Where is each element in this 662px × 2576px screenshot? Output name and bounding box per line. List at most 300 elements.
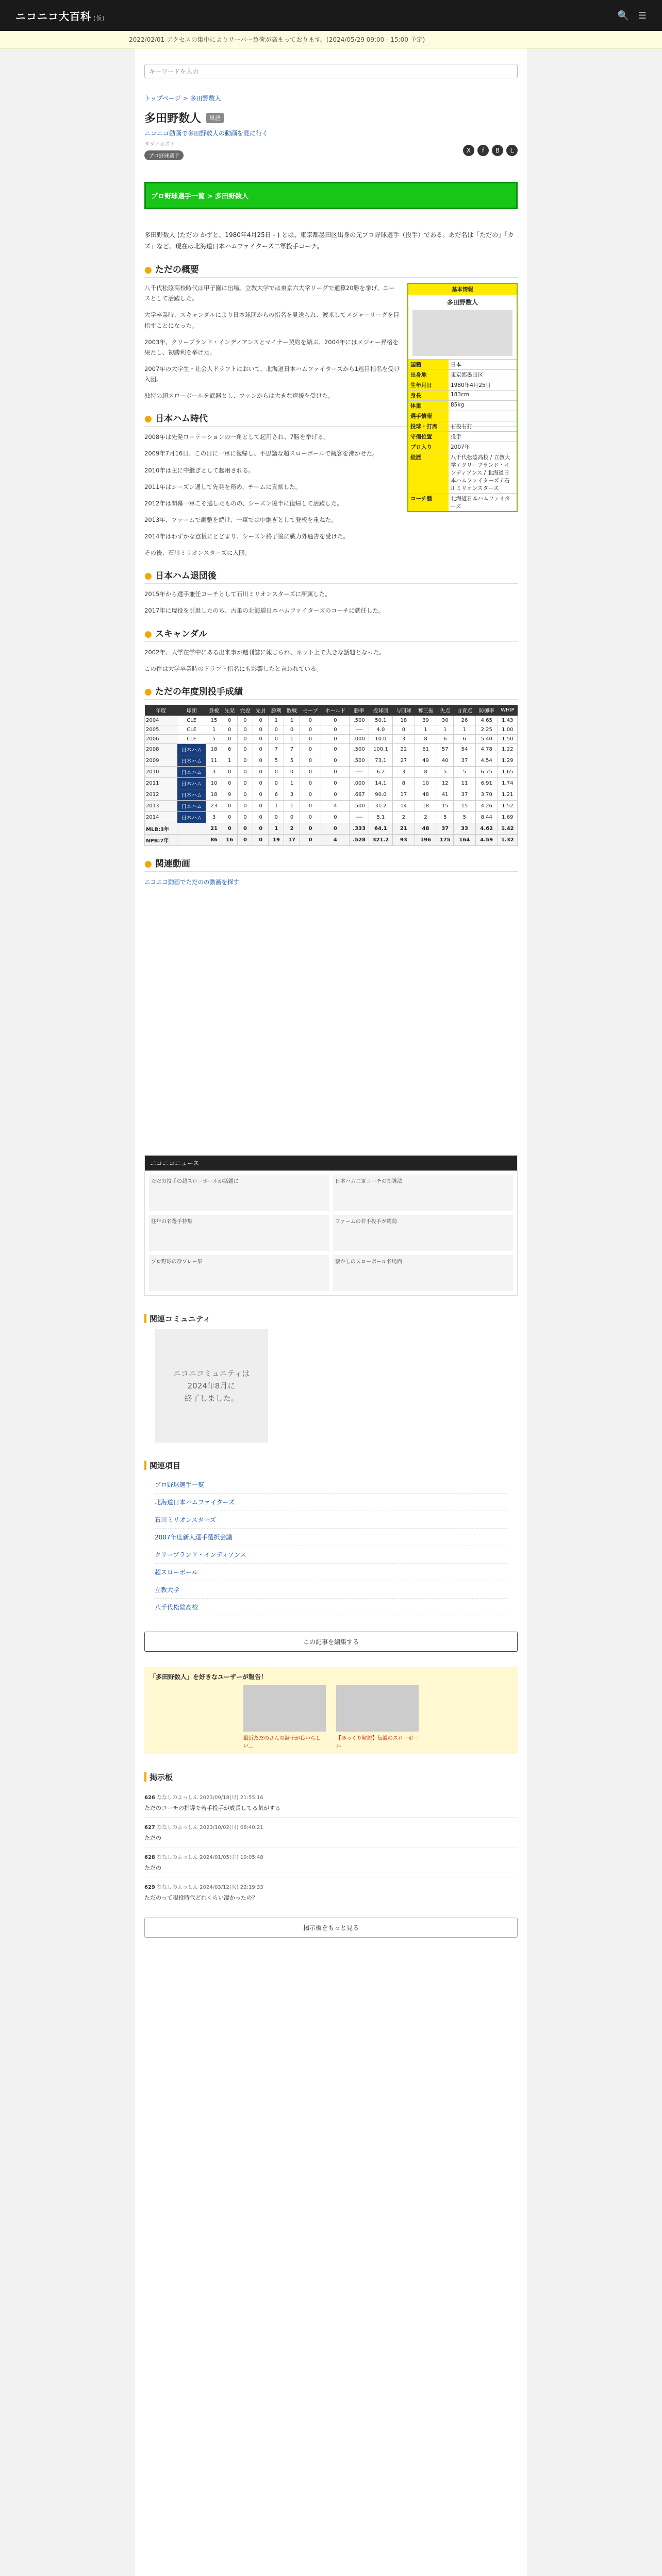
infobox-value: 1980年4月25日 bbox=[449, 380, 517, 391]
edit-article-button[interactable]: この記事を編集する bbox=[144, 1632, 518, 1652]
related-link[interactable]: 北海道日本ハムファイターズ bbox=[155, 1498, 235, 1506]
infobox-key: 投球・打席 bbox=[408, 421, 449, 432]
stats-cell: 57 bbox=[437, 743, 454, 755]
stats-cell: 1 bbox=[206, 725, 222, 734]
bbs-list bbox=[144, 1788, 518, 1907]
post-date: 2023/10/02(月) 08:40:21 bbox=[200, 1824, 263, 1831]
post-date: 2023/09/18(月) 21:55:16 bbox=[200, 1794, 263, 1801]
stats-cell: 1 bbox=[284, 716, 300, 725]
related-item[interactable] bbox=[155, 1476, 507, 1494]
stats-cell: ---- bbox=[350, 811, 369, 823]
stats-cell: 0 bbox=[253, 734, 269, 743]
stats-cell: ---- bbox=[350, 766, 369, 777]
stats-cell: 18 bbox=[206, 789, 222, 800]
news-item[interactable]: 日本ハム二軍コーチの指導法 bbox=[333, 1175, 513, 1211]
bbs-post bbox=[144, 1788, 518, 1818]
related-item[interactable] bbox=[155, 1546, 507, 1564]
stats-cell: 54 bbox=[454, 743, 476, 755]
article-paragraph: 大学卒業時、スキャンダルにより日本球団からの指名を見送られ、渡米してメジャーリーグを目指すことになった。 bbox=[144, 311, 400, 329]
stats-cell: 23 bbox=[206, 800, 222, 811]
stats-cell: 日本ハム bbox=[177, 811, 206, 823]
news-header: ニコニコニュース bbox=[145, 1156, 517, 1171]
infobox-row bbox=[408, 452, 517, 494]
stats-cell: 4.0 bbox=[369, 725, 392, 734]
site-logo[interactable]: ニコニコ大百科 (仮) bbox=[15, 10, 105, 23]
related-link[interactable]: クリーブランド・インディアンス bbox=[155, 1551, 246, 1558]
infobox-header: 基本情報 bbox=[408, 284, 517, 295]
stats-cell: 11 bbox=[454, 777, 476, 789]
stats-cell: 8 bbox=[415, 766, 437, 777]
stats-cell: 1.69 bbox=[498, 811, 517, 823]
stats-cell: .500 bbox=[350, 743, 369, 755]
stats-row bbox=[145, 777, 518, 789]
stats-cell: 1 bbox=[222, 755, 237, 766]
bbs-post bbox=[144, 1877, 518, 1907]
stats-cell: 18 bbox=[392, 716, 415, 725]
stats-column-header: 防御率 bbox=[475, 705, 498, 716]
news-item[interactable]: ただの投手の超スローボールが話題に bbox=[149, 1175, 329, 1211]
article-paragraph: その後、石川ミリオンスターズに入団。 bbox=[144, 549, 251, 557]
stats-cell: 196 bbox=[415, 834, 437, 845]
related-link[interactable]: 石川ミリオンスターズ bbox=[155, 1516, 216, 1523]
stats-cell: 1 bbox=[269, 823, 284, 834]
stats-cell: 0 bbox=[222, 725, 237, 734]
stats-cell: 0 bbox=[269, 777, 284, 789]
stats-cell: 6.75 bbox=[475, 766, 498, 777]
stats-cell bbox=[177, 834, 206, 845]
stats-cell: 1.50 bbox=[498, 734, 517, 743]
stats-cell: 0 bbox=[321, 743, 350, 755]
user-recommend-title: 「多田野数人」を好きなユーザーが報告！ bbox=[150, 1673, 268, 1681]
stats-cell: 41 bbox=[437, 789, 454, 800]
infobox-row bbox=[408, 401, 517, 411]
stats-cell: 22 bbox=[392, 743, 415, 755]
stats-cell: 0 bbox=[222, 811, 237, 823]
stats-cell: 2014 bbox=[145, 811, 177, 823]
stats-cell: 1.21 bbox=[498, 789, 517, 800]
stats-cell: 1 bbox=[437, 725, 454, 734]
stats-column-header: 敗戦 bbox=[284, 705, 300, 716]
news-item[interactable]: プロ野球の珍プレー集 bbox=[149, 1255, 329, 1291]
article-paragraph: 2017年に現役を引退したのち、古巣の北海道日本ハムファイターズのコーチに就任した。 bbox=[144, 607, 385, 615]
stats-cell: 17 bbox=[284, 834, 300, 845]
article-paragraph: 2002年、大学在学中にある出来事が週刊誌に報じられ、ネット上で大きな話題となった。 bbox=[144, 648, 385, 656]
related-link[interactable]: 2007年度新人選手選択会議 bbox=[155, 1533, 233, 1541]
stats-cell: 15 bbox=[206, 716, 222, 725]
stats-cell: 3 bbox=[206, 766, 222, 777]
stats-cell: 日本ハム bbox=[177, 755, 206, 766]
stats-heading: ● ただの年度別投手成績 bbox=[144, 684, 518, 700]
stats-cell: 15 bbox=[437, 800, 454, 811]
stats-cell: 0 bbox=[321, 716, 350, 725]
stats-cell: 0 bbox=[237, 734, 253, 743]
stats-row bbox=[145, 766, 518, 777]
stats-cell: 0 bbox=[237, 834, 253, 845]
stats-cell: 49 bbox=[415, 755, 437, 766]
x-share-icon[interactable]: X bbox=[463, 145, 474, 156]
stats-cell: 9 bbox=[222, 789, 237, 800]
infobox-value: 右投右打 bbox=[449, 421, 517, 432]
stats-cell: 0 bbox=[321, 823, 350, 834]
stats-cell: 48 bbox=[415, 823, 437, 834]
stats-cell: 3.70 bbox=[475, 789, 498, 800]
stats-column-header: 投球回 bbox=[369, 705, 392, 716]
article-paragraph: 2009年7月16日、この日に一軍に復帰し、不思議な超スローボールで観客を沸かせた。 bbox=[144, 450, 378, 457]
infobox-key: プロ入り bbox=[408, 442, 449, 452]
post-author: ななしのよっしん bbox=[157, 1824, 198, 1831]
related-item[interactable] bbox=[155, 1529, 507, 1546]
related-item[interactable] bbox=[155, 1511, 507, 1529]
stats-cell: 0 bbox=[269, 734, 284, 743]
overview-heading: ● ただの概要 bbox=[144, 262, 518, 278]
stats-cell: 1 bbox=[284, 734, 300, 743]
stats-cell: 0 bbox=[253, 789, 269, 800]
article-type-badge: 単語 bbox=[206, 113, 224, 123]
stats-column-header: ホールド bbox=[321, 705, 350, 716]
user-recommend-box bbox=[144, 1667, 518, 1754]
stats-cell: 6 bbox=[222, 743, 237, 755]
stats-column-header: 与四球 bbox=[392, 705, 415, 716]
stats-cell: 3 bbox=[206, 811, 222, 823]
stats-cell: 164 bbox=[454, 834, 476, 845]
post-date: 2024/01/05(金) 19:05:48 bbox=[200, 1854, 263, 1860]
stats-cell: 0 bbox=[269, 811, 284, 823]
infobox-value: 投手 bbox=[449, 432, 517, 442]
stats-row bbox=[145, 734, 518, 743]
stats-cell: 0 bbox=[222, 734, 237, 743]
related-item[interactable] bbox=[155, 1494, 507, 1511]
stats-cell: 5 bbox=[437, 766, 454, 777]
stats-cell: .000 bbox=[350, 734, 369, 743]
infobox-row bbox=[408, 442, 517, 452]
article-paragraph: 2012年は開幕一軍こそ逃したものの、シーズン後半に復帰して活躍した。 bbox=[144, 499, 343, 507]
bbs-heading: 掲示板 bbox=[144, 1772, 518, 1783]
stats-cell: 175 bbox=[437, 834, 454, 845]
post-body: ただのコーチの指導で若手投手が成長してる気がする bbox=[144, 1804, 280, 1811]
stats-cell: 93 bbox=[392, 834, 415, 845]
related-item[interactable] bbox=[155, 1581, 507, 1599]
main-content bbox=[135, 48, 527, 2576]
stats-column-header: 完封 bbox=[253, 705, 269, 716]
stats-cell: 0 bbox=[300, 834, 321, 845]
menu-icon[interactable]: ☰ bbox=[638, 10, 647, 21]
stats-cell: 2005 bbox=[145, 725, 177, 734]
stats-cell: 8.44 bbox=[475, 811, 498, 823]
article-paragraph: 独特の超スローボールを武器とし、ファンからは大きな声援を受けた。 bbox=[144, 392, 334, 400]
infobox-key: 生年月日 bbox=[408, 380, 449, 391]
stats-cell: 4.26 bbox=[475, 800, 498, 811]
stats-cell: 33 bbox=[454, 823, 476, 834]
stats-cell: 12 bbox=[437, 777, 454, 789]
stats-cell: 4.54 bbox=[475, 755, 498, 766]
stats-cell: 40 bbox=[437, 755, 454, 766]
stats-cell: 2.25 bbox=[475, 725, 498, 734]
stats-row bbox=[145, 743, 518, 755]
infobox-value bbox=[449, 411, 517, 421]
stats-cell: 0 bbox=[300, 743, 321, 755]
stats-cell: 1.52 bbox=[498, 800, 517, 811]
infobox-value: 日本 bbox=[449, 360, 517, 370]
stats-cell: 15 bbox=[454, 800, 476, 811]
bbs-post bbox=[144, 1818, 518, 1848]
stats-cell: 16 bbox=[222, 834, 237, 845]
search-icon[interactable]: 🔍 bbox=[617, 10, 629, 21]
stats-cell: 11 bbox=[206, 755, 222, 766]
after-nippon-ham-heading: ● 日本ハム退団後 bbox=[144, 568, 518, 584]
stats-cell: 5.1 bbox=[369, 811, 392, 823]
infobox-row bbox=[408, 421, 517, 432]
related-link[interactable]: 立教大学 bbox=[155, 1586, 180, 1594]
stats-cell: 1 bbox=[269, 800, 284, 811]
stats-cell: 4 bbox=[321, 800, 350, 811]
category-tag[interactable]: プロ野球選手 bbox=[144, 150, 184, 160]
stats-cell: 6 bbox=[454, 734, 476, 743]
related-item[interactable] bbox=[155, 1564, 507, 1581]
stats-column-header: WHIP bbox=[498, 705, 517, 716]
related-link[interactable]: 超スローボール bbox=[155, 1568, 198, 1576]
stats-cell: 100.1 bbox=[369, 743, 392, 755]
stats-cell: 0 bbox=[321, 734, 350, 743]
stats-cell: 1.43 bbox=[498, 716, 517, 725]
infobox-value: 八千代松陰高校 / 立教大学 / クリーブランド・インディアンス / 北海道日本ハムファイターズ / 石川ミリオンスターズ bbox=[449, 452, 517, 494]
stats-cell: 日本ハム bbox=[177, 743, 206, 755]
stats-cell: MLB:3年 bbox=[145, 823, 177, 834]
news-panel bbox=[144, 1155, 518, 1296]
stats-cell: 1.22 bbox=[498, 743, 517, 755]
stats-column-header: 奪三振 bbox=[415, 705, 437, 716]
article-paragraph: 2014年はわずかな登板にとどまり、シーズン終了後に戦力外通告を受けた。 bbox=[144, 533, 349, 540]
infobox-value: 183cm bbox=[449, 391, 517, 401]
stats-cell: 21 bbox=[206, 823, 222, 834]
stats-cell: 0 bbox=[222, 777, 237, 789]
stats-cell: 5 bbox=[284, 755, 300, 766]
stats-cell: 8 bbox=[415, 734, 437, 743]
breadcrumb-current-link[interactable]: 多田野数人 bbox=[190, 95, 221, 102]
stats-row bbox=[145, 725, 518, 734]
stats-cell: 0 bbox=[321, 777, 350, 789]
stats-cell: CLE bbox=[177, 725, 206, 734]
stats-cell: 0 bbox=[237, 800, 253, 811]
stats-cell: 0 bbox=[253, 716, 269, 725]
stats-cell: 日本ハム bbox=[177, 800, 206, 811]
stats-cell: 50.1 bbox=[369, 716, 392, 725]
user-recommend-card[interactable] bbox=[336, 1685, 419, 1749]
stats-cell: 日本ハム bbox=[177, 766, 206, 777]
user-recommend-card[interactable] bbox=[243, 1685, 326, 1749]
post-body: ただの bbox=[144, 1864, 161, 1871]
stats-cell: 0 bbox=[237, 766, 253, 777]
stats-cell: 1 bbox=[454, 725, 476, 734]
stats-column-header: 完投 bbox=[237, 705, 253, 716]
stats-cell: 6 bbox=[269, 789, 284, 800]
category-banner[interactable]: プロ野球選手一覧 > 多田野数人 bbox=[144, 182, 518, 209]
article-paragraph: 2003年、クリーブランド・インディアンスとマイナー契約を結ぶ。2004年にはメジャー昇格を果たし、初勝利を挙げた。 bbox=[144, 338, 399, 356]
stats-row bbox=[145, 789, 518, 800]
facebook-share-icon[interactable]: f bbox=[477, 145, 489, 156]
stats-cell: .500 bbox=[350, 755, 369, 766]
search-input[interactable]: キーワードを入力 bbox=[144, 64, 518, 78]
stats-cell: 0 bbox=[321, 789, 350, 800]
stats-cell: 6 bbox=[437, 734, 454, 743]
more-bbs-button[interactable]: 掲示板をもっと見る bbox=[144, 1918, 518, 1938]
stats-cell: 1 bbox=[284, 800, 300, 811]
post-number: 629 bbox=[144, 1884, 155, 1890]
article-paragraph: 2010年は主に中継ぎとして起用される。 bbox=[144, 466, 255, 474]
infobox-key: 身長 bbox=[408, 391, 449, 401]
stats-cell: 1.65 bbox=[498, 766, 517, 777]
stats-column-header: 登板 bbox=[206, 705, 222, 716]
stats-cell: 0 bbox=[253, 725, 269, 734]
stats-cell: CLE bbox=[177, 734, 206, 743]
news-item[interactable]: ファームの若手投手が躍動 bbox=[333, 1215, 513, 1251]
stats-cell: 0 bbox=[300, 716, 321, 725]
infobox-row bbox=[408, 494, 517, 512]
stats-cell: 2011 bbox=[145, 777, 177, 789]
stats-cell: 10.0 bbox=[369, 734, 392, 743]
stats-cell: 21 bbox=[392, 823, 415, 834]
stats-column-header: セーブ bbox=[300, 705, 321, 716]
watch-video-link[interactable]: ニコニコ動画で多田野数人の動画を見に行く bbox=[144, 130, 269, 137]
stats-cell: 0 bbox=[237, 777, 253, 789]
related-video-heading: ● 関連動画 bbox=[144, 856, 518, 872]
page-title: 多田野数人 単語 bbox=[144, 110, 518, 126]
stats-cell: 17 bbox=[392, 789, 415, 800]
stats-cell: 2 bbox=[392, 811, 415, 823]
stats-cell: 18 bbox=[206, 743, 222, 755]
article-paragraph: この件は大学卒業時のドラフト指名にも影響したと言われている。 bbox=[144, 665, 322, 672]
stats-cell: 5 bbox=[269, 755, 284, 766]
stats-cell: 7 bbox=[284, 743, 300, 755]
bbs-post-header bbox=[144, 1853, 518, 1860]
stats-cell: 64.1 bbox=[369, 823, 392, 834]
stats-cell: 0 bbox=[321, 725, 350, 734]
stats-cell: 2010 bbox=[145, 766, 177, 777]
stats-cell: 5 bbox=[454, 811, 476, 823]
related-heading: 関連項目 bbox=[144, 1460, 518, 1471]
nippon-ham-heading: ● 日本ハム時代 bbox=[144, 411, 518, 427]
stats-cell: .333 bbox=[350, 823, 369, 834]
stats-cell: 1 bbox=[284, 777, 300, 789]
stats-cell: 14 bbox=[392, 800, 415, 811]
stats-cell: 0 bbox=[237, 755, 253, 766]
infobox-row bbox=[408, 391, 517, 401]
infobox-name: 多田野数人 bbox=[446, 299, 478, 307]
stats-cell: 8 bbox=[392, 777, 415, 789]
news-item[interactable]: 懐かしのスローボール名場面 bbox=[333, 1255, 513, 1291]
card-title: 【ゆっくり解説】伝説のスローボール bbox=[336, 1735, 419, 1749]
stats-cell: 10 bbox=[415, 777, 437, 789]
infobox-key: 選手情報 bbox=[408, 411, 449, 421]
stats-cell: 0 bbox=[269, 725, 284, 734]
stats-cell: 19 bbox=[269, 834, 284, 845]
stats-column-header: 失点 bbox=[437, 705, 454, 716]
infobox-key: 国籍 bbox=[408, 360, 449, 370]
stats-cell: 90.0 bbox=[369, 789, 392, 800]
bbs-post-header bbox=[144, 1793, 518, 1801]
stats-cell: 0 bbox=[237, 716, 253, 725]
article-paragraph: 2007年の大学生・社会人ドラフトにおいて、北海道日本ハムファイターズから1巡目指名を受け入団。 bbox=[144, 365, 400, 383]
related-link[interactable]: プロ野球選手一覧 bbox=[155, 1481, 205, 1488]
community-closed-box: ニコニコミュニティは 2024年8月に 終了しました。 bbox=[155, 1329, 268, 1443]
stats-cell: 3 bbox=[284, 789, 300, 800]
line-share-icon[interactable]: L bbox=[506, 145, 518, 156]
post-author: ななしのよっしん bbox=[157, 1854, 198, 1860]
article-lead: 多田野数人 (ただの かずと、1980年4月25日 - ) とは、東京都墨田区出身の元プロ野球選手（投手）である。あだ名は「ただの」「カズ」など。現在は北海道日本ハムファイターズ二軍投手コーチ。 bbox=[144, 231, 514, 250]
stats-row bbox=[145, 755, 518, 766]
bbs-post-header bbox=[144, 1823, 518, 1831]
stats-cell: 0 bbox=[237, 811, 253, 823]
top-navigation-bar bbox=[0, 0, 662, 31]
stats-cell bbox=[177, 823, 206, 834]
stats-cell: 0 bbox=[300, 800, 321, 811]
stats-cell: 0 bbox=[300, 777, 321, 789]
stats-cell: 0 bbox=[300, 734, 321, 743]
related-link[interactable]: 八千代松陰高校 bbox=[155, 1603, 198, 1611]
stats-cell: 5.40 bbox=[475, 734, 498, 743]
stats-cell: 0 bbox=[284, 811, 300, 823]
infobox-row bbox=[408, 370, 517, 380]
stats-cell: 0 bbox=[300, 725, 321, 734]
stats-cell: 0 bbox=[237, 823, 253, 834]
stats-cell: NPB:7年 bbox=[145, 834, 177, 845]
stats-cell: 0 bbox=[253, 755, 269, 766]
stats-cell: 0 bbox=[222, 716, 237, 725]
stats-cell: 10 bbox=[206, 777, 222, 789]
stats-cell: 0 bbox=[253, 800, 269, 811]
stats-cell: 1 bbox=[415, 725, 437, 734]
notice-banner: 2022/02/01 アクセスの集中によりサーバー負荷が高まっております。(2024/05/29 09:00 - 15:00 予定) bbox=[0, 31, 662, 48]
stats-cell: 3 bbox=[392, 734, 415, 743]
stats-cell: 0 bbox=[300, 755, 321, 766]
bbs-post bbox=[144, 1848, 518, 1877]
stats-cell: .500 bbox=[350, 716, 369, 725]
stats-cell: 7 bbox=[269, 743, 284, 755]
infobox-key: 出身地 bbox=[408, 370, 449, 380]
related-item[interactable] bbox=[155, 1599, 507, 1616]
stats-cell: 37 bbox=[454, 789, 476, 800]
video-search-link[interactable]: ニコニコ動画でただのの動画を探す bbox=[144, 878, 239, 886]
stats-cell: 5 bbox=[454, 766, 476, 777]
stats-cell: 1.74 bbox=[498, 777, 517, 789]
infobox-value: 東京都墨田区 bbox=[449, 370, 517, 380]
breadcrumb-home-link[interactable]: トップページ bbox=[144, 95, 181, 102]
infobox-row bbox=[408, 360, 517, 370]
card-thumbnail bbox=[336, 1685, 419, 1732]
stats-cell: 0 bbox=[284, 725, 300, 734]
hatena-share-icon[interactable]: B bbox=[492, 145, 503, 156]
stats-cell: ---- bbox=[350, 725, 369, 734]
stats-cell: 0 bbox=[300, 811, 321, 823]
stats-cell: 27 bbox=[392, 755, 415, 766]
stats-cell: 48 bbox=[415, 789, 437, 800]
article-paragraph: 2015年から選手兼任コーチとして石川ミリオンスターズに所属した。 bbox=[144, 590, 331, 598]
stats-column-header: 先発 bbox=[222, 705, 237, 716]
stats-row bbox=[145, 823, 518, 834]
post-number: 626 bbox=[144, 1794, 155, 1801]
article-paragraph: 八千代松陰高校時代は甲子園に出場。立教大学では東京六大学リーグで通算20勝を挙げ、エースとして活躍した。 bbox=[144, 284, 395, 302]
player-photo bbox=[412, 310, 512, 356]
article-paragraph: 2008年は先発ローテーションの一角として起用され、7勝を挙げる。 bbox=[144, 433, 329, 441]
infobox-key: コーチ歴 bbox=[408, 494, 449, 512]
player-infobox bbox=[407, 283, 518, 512]
infobox-key: 体重 bbox=[408, 401, 449, 411]
article-paragraph: 2011年はシーズン通して先発を務め、チームに貢献した。 bbox=[144, 483, 302, 490]
stats-column-header: 球団 bbox=[177, 705, 206, 716]
news-item[interactable]: 往年の名選手特集 bbox=[149, 1215, 329, 1251]
stats-cell: 0 bbox=[222, 823, 237, 834]
stats-cell: 0 bbox=[237, 789, 253, 800]
stats-cell: 0 bbox=[300, 823, 321, 834]
